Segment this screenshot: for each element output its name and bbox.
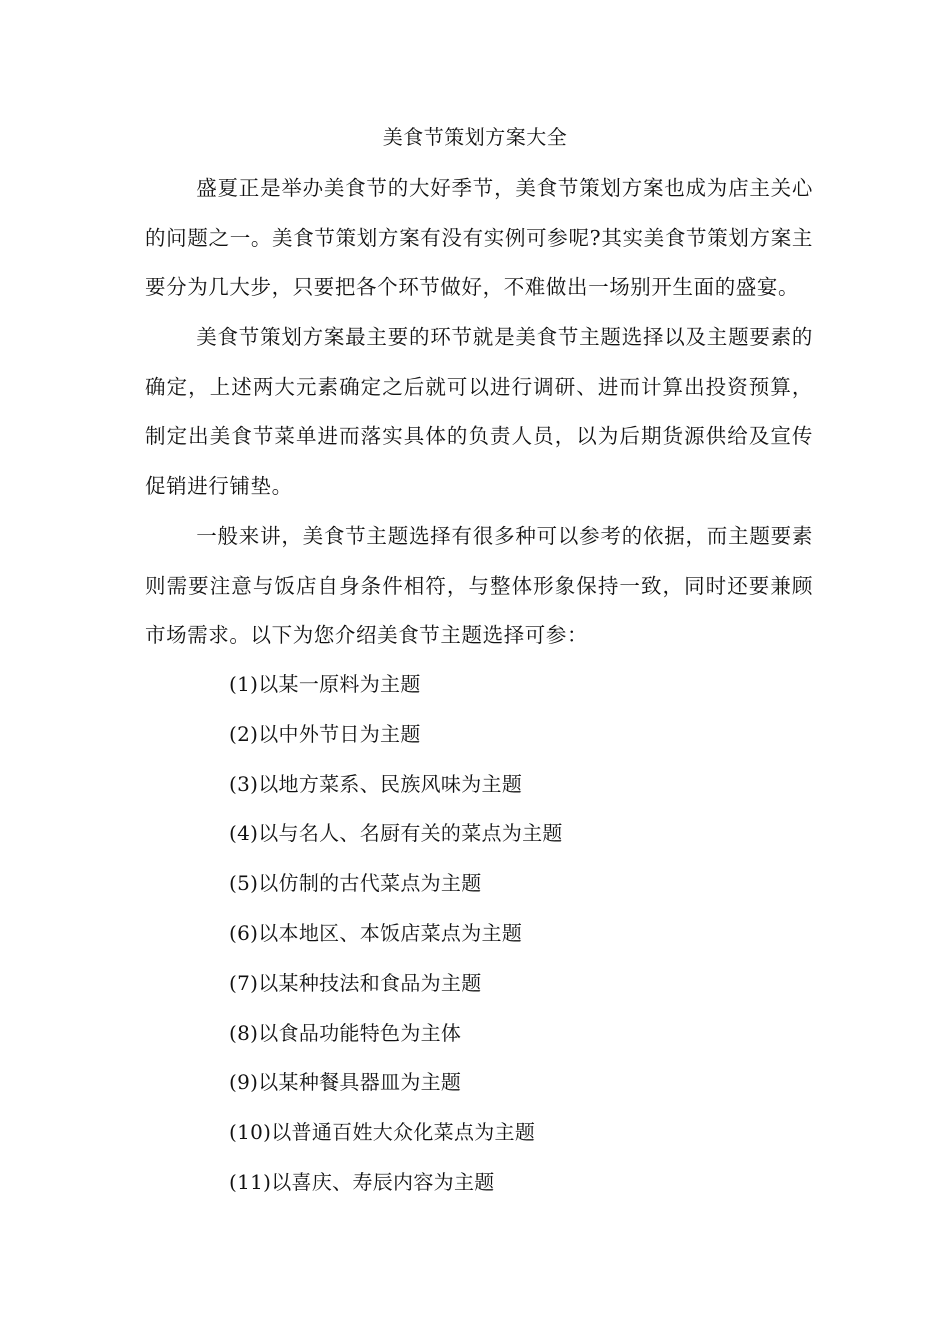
list-item: (3)以地方菜系、民族风味为主题 [229,771,523,796]
list-item: (4)以与名人、名厨有关的菜点为主题 [229,821,563,846]
list-item: (6)以本地区、本饭店菜点为主题 [229,920,523,945]
list-item: (8)以食品功能特色为主体 [229,1020,462,1045]
paragraph-intro: 盛夏正是举办美食节的大好季节，美食节策划方案也成为店主关心的问题之一。美食节策划方案有没有实例可参呢?其实美食节策划方案主要分为几大步，只要把各个环节做好，不难做出一场别开生面的盛宴。 [145,176,813,299]
list-item: (5)以仿制的古代菜点为主题 [229,871,482,896]
list-item: (1)以某一原料为主题 [229,672,421,696]
list-item: (11)以喜庆、寿辰内容为主题 [229,1169,495,1194]
list-item: (10)以普通百姓大众化菜点为主题 [229,1120,536,1145]
paragraph-theme-selection: 一般来讲，美食节主题选择有很多种可以参考的依据，而主题要素则需要注意与饭店自身条件相符，与整体形象保持一致，同时还要兼顾市场需求。以下为您介绍美食节主题选择可参： [145,524,813,647]
list-item: (9)以某种餐具器皿为主题 [229,1070,462,1095]
document-title: 美食节策划方案大全 [382,125,568,149]
list-item: (7)以某种技法和食品为主题 [229,970,482,995]
list-item: (2)以中外节日为主题 [229,721,421,746]
paragraph-key-steps: 美食节策划方案最主要的环节就是美食节主题选择以及主题要素的确定，上述两大元素确定之后就可以进行调研、进而计算出投资预算，制定出美食节菜单进而落实具体的负责人员，以为后期货源供给及宣传促销进行铺垫。 [145,325,813,498]
theme-list [229,660,563,1208]
